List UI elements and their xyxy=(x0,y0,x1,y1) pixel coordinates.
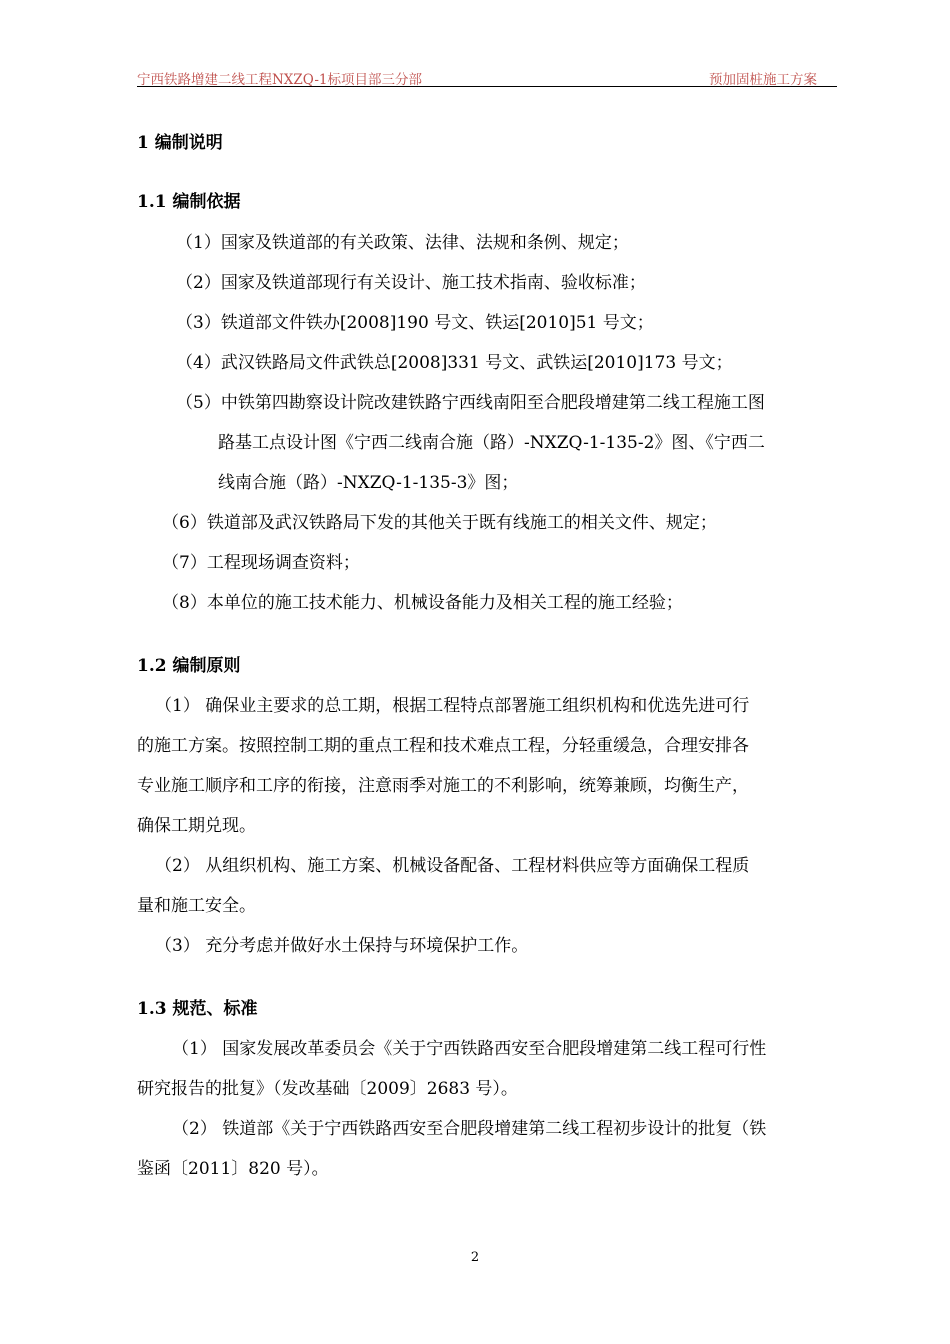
basis-line: （8）本单位的施工技术能力、机械设备能力及相关工程的施工经验； xyxy=(162,593,683,613)
standard-line: （2） 铁道部《关于宁西铁路西安至合肥段增建第二线工程初步设计的批复（铁 xyxy=(172,1119,767,1139)
page-header xyxy=(137,66,837,87)
basis-line: （2）国家及铁道部现行有关设计、施工技术指南、验收标准； xyxy=(176,273,646,293)
page-number: 2 xyxy=(470,1250,480,1265)
basis-line: 线南合施（路）-NXZQ-1-135-3》图； xyxy=(218,473,519,493)
basis-line: （4）武汉铁路局文件武铁总[2008]331 号文、武铁运[2010]173 号文； xyxy=(176,353,733,373)
basis-line: 路基工点设计图《宁西二线南合施（路）-NXZQ-1-135-2》图、《宁西二 xyxy=(218,433,765,453)
heading-1: 1 编制说明 xyxy=(137,133,223,153)
principle-line: 的施工方案。按照控制工期的重点工程和技术难点工程，分轻重缓急，合理安排各 xyxy=(137,736,749,756)
principle-line: 专业施工顺序和工序的衔接，注意雨季对施工的不利影响，统筹兼顾，均衡生产， xyxy=(137,776,749,796)
heading-1-1: 1.1 编制依据 xyxy=(137,192,241,212)
basis-line: （1）国家及铁道部的有关政策、法律、法规和条例、规定； xyxy=(176,233,629,253)
basis-line: （3）铁道部文件铁办[2008]190 号文、铁运[2010]51 号文； xyxy=(176,313,654,333)
standard-line: 研究报告的批复》（发改基础〔2009〕2683 号）。 xyxy=(137,1079,518,1099)
basis-line: （7）工程现场调查资料； xyxy=(162,553,360,573)
header-document-title: 预加固桩施工方案 xyxy=(709,72,817,88)
standard-line: （1） 国家发展改革委员会《关于宁西铁路西安至合肥段增建第二线工程可行性 xyxy=(172,1039,767,1059)
principle-line: 量和施工安全。 xyxy=(137,896,256,916)
principle-line: 确保工期兑现。 xyxy=(137,816,256,836)
standard-line: 鉴函〔2011〕820 号）。 xyxy=(137,1159,329,1179)
heading-1-3: 1.3 规范、标准 xyxy=(137,999,258,1019)
header-project-name: 宁西铁路增建二线工程NXZQ-1标项目部三分部 xyxy=(137,72,423,88)
basis-line: （6）铁道部及武汉铁路局下发的其他关于既有线施工的相关文件、规定； xyxy=(162,513,717,533)
heading-1-2: 1.2 编制原则 xyxy=(137,656,241,676)
basis-line: （5）中铁第四勘察设计院改建铁路宁西线南阳至合肥段增建第二线工程施工图 xyxy=(176,393,765,413)
principle-line: （2） 从组织机构、施工方案、机械设备配备、工程材料供应等方面确保工程质 xyxy=(155,856,750,876)
principle-line: （3） 充分考虑并做好水土保持与环境保护工作。 xyxy=(155,936,529,956)
principle-line: （1） 确保业主要求的总工期，根据工程特点部署施工组织机构和优选先进可行 xyxy=(155,696,750,716)
